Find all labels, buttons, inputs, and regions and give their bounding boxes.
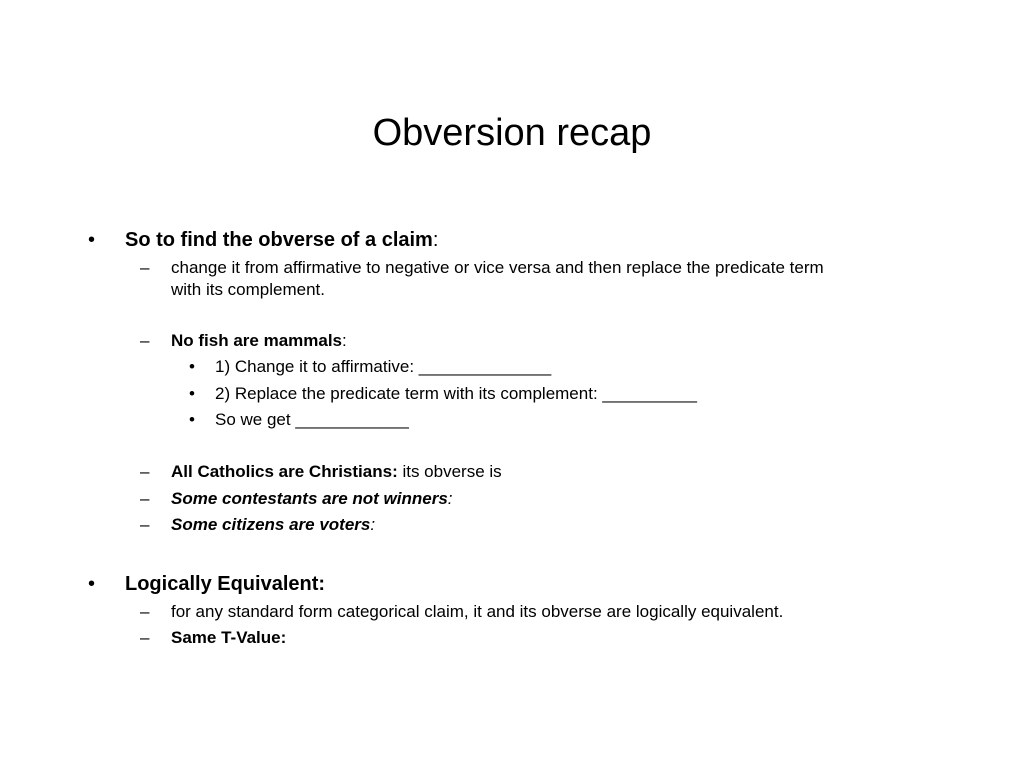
section1-heading — [125, 228, 438, 252]
example-no-fish-tail: : — [342, 331, 347, 350]
step-so-we-get: So we get ____________ — [215, 410, 409, 429]
example-catholics-bold: All Catholics are Christians: — [171, 462, 398, 481]
definition-line-1: change it from affirmative to negative or vice versa and then replace the predicate term — [171, 258, 824, 277]
section2-heading: Logically Equivalent: — [125, 573, 326, 595]
dash-marker: – — [140, 331, 150, 350]
example-catholics — [171, 461, 502, 482]
section1-heading-tail: : — [432, 229, 439, 251]
slide-title: Obversion recap — [372, 112, 652, 154]
same-t-value — [171, 627, 286, 648]
example-no-fish — [171, 330, 347, 351]
example-citizens-tail: : — [370, 515, 376, 534]
equivalence-statement: for any standard form categorical claim, it and its obverse are logically equivalent. — [171, 602, 784, 621]
step-change-affirmative: 1) Change it to affirmative: ______________ — [215, 357, 552, 376]
bullet-marker: • — [189, 357, 195, 376]
definition-line-2: with its complement. — [171, 280, 325, 299]
example-citizens — [171, 514, 375, 535]
step-replace-predicate: 2) Replace the predicate term with its complement: __________ — [215, 384, 697, 403]
dash-marker: – — [140, 489, 150, 508]
bullet-marker: • — [189, 384, 195, 403]
example-citizens-bold-italic: Some citizens are voters — [171, 515, 371, 534]
example-contestants — [171, 488, 453, 509]
dash-marker: – — [140, 515, 150, 534]
example-contestants-tail: : — [447, 489, 453, 508]
example-no-fish-bold: No fish are mammals — [171, 331, 343, 350]
dash-marker: – — [140, 462, 150, 481]
dash-marker: – — [140, 602, 150, 621]
same-t-value-bold: Same T-Value: — [171, 628, 287, 647]
section1-heading-bold: So to find the obverse of a claim — [125, 229, 433, 251]
dash-marker: – — [140, 628, 150, 647]
bullet-marker: • — [88, 573, 96, 595]
example-contestants-bold-italic: Some contestants are not winners — [171, 489, 448, 508]
bullet-marker: • — [189, 410, 195, 429]
example-catholics-tail: its obverse is — [397, 462, 502, 481]
bullet-marker: • — [88, 229, 96, 251]
dash-marker: – — [140, 258, 150, 277]
